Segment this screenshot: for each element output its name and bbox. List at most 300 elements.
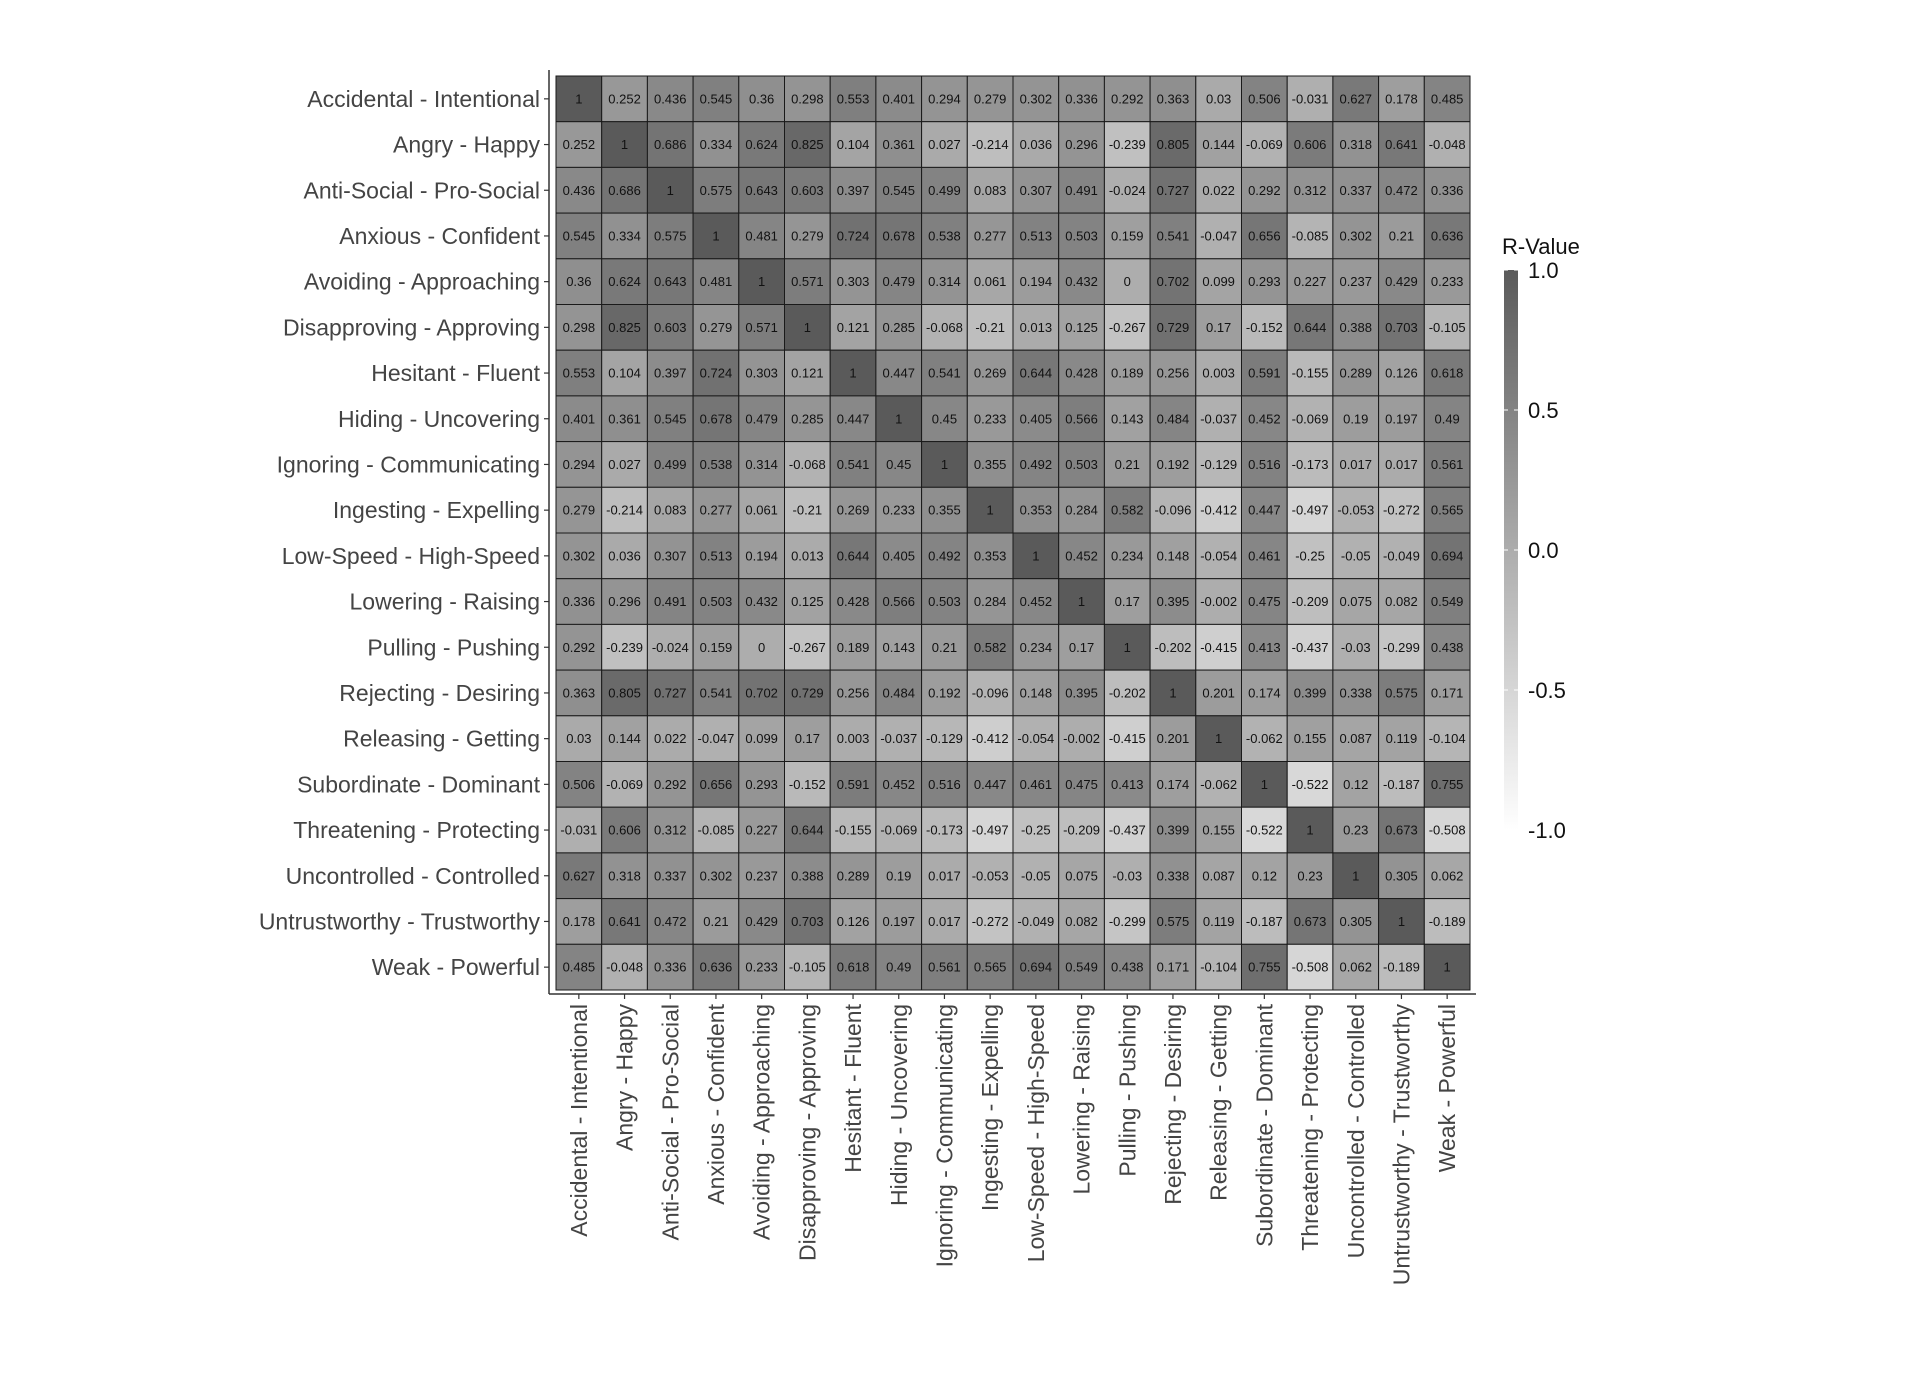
heatmap-cell-value: -0.25 <box>1295 548 1325 564</box>
heatmap-cell-value: 0.686 <box>653 137 687 153</box>
heatmap-cell-value: -0.272 <box>971 913 1009 929</box>
heatmap-cell-value: 0.636 <box>1430 228 1464 244</box>
heatmap-cell-value: -0.069 <box>1291 411 1329 427</box>
heatmap-cell-value: 0.541 <box>1156 228 1190 244</box>
heatmap-cell-value: -0.031 <box>560 822 598 838</box>
heatmap-cell-value: 1 <box>758 274 766 290</box>
heatmap-cell-value: 0.336 <box>1430 182 1464 198</box>
heatmap-cell-value: 0.724 <box>699 365 733 381</box>
heatmap-cell-value: 1 <box>1397 913 1406 929</box>
legend-tick-label: 0.5 <box>1528 398 1559 423</box>
heatmap-cell-value: 0.189 <box>1110 365 1144 381</box>
heatmap-cell-value: -0.522 <box>1245 822 1283 838</box>
heatmap-cell-value: 0.481 <box>699 274 733 290</box>
heatmap-cell-value: 0.03 <box>1205 91 1232 107</box>
heatmap-cell-value: -0.104 <box>1200 959 1238 975</box>
heatmap-cell-value: -0.048 <box>606 959 643 975</box>
heatmap-cell-value: 0.388 <box>1339 319 1373 335</box>
heatmap-cell-value: -0.189 <box>1383 959 1420 975</box>
heatmap-cell-value: 0.233 <box>745 959 778 975</box>
heatmap-cell-value: -0.299 <box>1108 913 1146 929</box>
heatmap-cell-value: -0.187 <box>1245 913 1283 929</box>
heatmap-cell-value: 0.825 <box>791 137 824 153</box>
heatmap-cell-value: 0.061 <box>745 502 778 518</box>
heatmap-cell-value: 0.702 <box>1156 274 1190 290</box>
heatmap-cell-value: 1 <box>620 137 629 153</box>
heatmap-cell-value: 0.475 <box>1065 776 1098 792</box>
heatmap-cell-value: -0.105 <box>1428 319 1466 335</box>
heatmap-cell-value: -0.002 <box>1063 731 1100 747</box>
heatmap-cell-value: 0.582 <box>1110 502 1144 518</box>
heatmap-cell-value: 0.472 <box>653 913 687 929</box>
heatmap-cell-value: 1 <box>1352 868 1360 884</box>
heatmap-cell-value: -0.152 <box>1245 319 1283 335</box>
heatmap-cell-value: 0.277 <box>699 502 733 518</box>
heatmap-cell-value: 0.292 <box>1248 182 1281 198</box>
heatmap-cell-value: -0.053 <box>971 868 1009 884</box>
heatmap-cell-value: 0.233 <box>1430 274 1464 290</box>
heatmap-cell-value: -0.299 <box>1383 639 1420 655</box>
heatmap-cell-value: -0.105 <box>788 959 826 975</box>
heatmap-cell-value: 0.148 <box>1019 685 1053 701</box>
heatmap-cell-value: 1 <box>1443 959 1451 975</box>
heatmap-cell-value: -0.189 <box>1428 913 1466 929</box>
heatmap-cell-value: 0.475 <box>1248 594 1281 610</box>
heatmap-cell-value: 0.549 <box>1065 959 1098 975</box>
heatmap-cell-value: 0.189 <box>836 639 870 655</box>
legend-tick-label: -1.0 <box>1528 818 1566 843</box>
heatmap-cell-value: 0.503 <box>1065 228 1098 244</box>
heatmap-cell-value: 0.17 <box>1114 594 1140 610</box>
heatmap-cell-value: 0.553 <box>562 365 596 381</box>
heatmap-cell-value: 0.194 <box>745 548 778 564</box>
heatmap-cell-value: 0.485 <box>562 959 596 975</box>
heatmap-cell-value: 0.694 <box>1019 959 1053 975</box>
row-label: Untrustworthy - Trustworthy <box>258 908 540 935</box>
heatmap-cell-value: 0.338 <box>1156 868 1190 884</box>
heatmap-cell-value: 0.256 <box>1156 365 1190 381</box>
heatmap-cell-value: 0.485 <box>1430 91 1464 107</box>
heatmap-cell-value: -0.267 <box>788 639 826 655</box>
heatmap-cell-value: 0.293 <box>1248 274 1281 290</box>
heatmap-cell-value: 0.155 <box>1293 731 1327 747</box>
row-label: Anxious - Confident <box>339 222 540 249</box>
heatmap-cell-value: -0.267 <box>1108 319 1146 335</box>
heatmap-cell-value: -0.239 <box>1108 137 1146 153</box>
heatmap-cell-value: 0 <box>1123 274 1131 290</box>
heatmap-cell-value: 0.353 <box>973 548 1007 564</box>
heatmap-cell-value: 0.314 <box>745 456 778 472</box>
heatmap-cell-value: 0.269 <box>973 365 1007 381</box>
heatmap-cell-value: 0.294 <box>562 456 596 472</box>
heatmap-cell-value: 1 <box>1032 548 1040 564</box>
heatmap-cell-value: -0.069 <box>880 822 918 838</box>
heatmap-cell-value: 0.484 <box>1156 411 1190 427</box>
heatmap-cell-value: 0.702 <box>745 685 778 701</box>
heatmap-cell-value: -0.437 <box>1291 639 1329 655</box>
heatmap-cell-value: 0.298 <box>562 319 596 335</box>
row-label: Subordinate - Dominant <box>297 771 540 798</box>
heatmap-cell-value: 0.036 <box>1019 137 1053 153</box>
row-label: Hesitant - Fluent <box>371 360 540 387</box>
heatmap-cell-value: -0.21 <box>975 319 1005 335</box>
column-label: Hiding - Uncovering <box>885 1004 912 1206</box>
column-label: Low-Speed - High-Speed <box>1022 1004 1049 1263</box>
heatmap-cell-value: 1 <box>1123 639 1131 655</box>
heatmap-cell-value: 0.703 <box>1385 319 1418 335</box>
heatmap-cell-value: 0.355 <box>928 502 961 518</box>
heatmap-cell-value: 0.405 <box>1019 411 1053 427</box>
heatmap-cell-value: 0.566 <box>1065 411 1098 427</box>
heatmap-cell-value: 0.624 <box>745 137 778 153</box>
row-label: Anti-Social - Pro-Social <box>303 177 540 204</box>
heatmap-cell-value: 0.513 <box>1019 228 1053 244</box>
heatmap-cell-value: 0.644 <box>836 548 870 564</box>
heatmap-cell-value: -0.068 <box>926 319 963 335</box>
heatmap-cell-value: -0.155 <box>1291 365 1329 381</box>
heatmap-cell-value: 0.201 <box>1202 685 1235 701</box>
heatmap-cell-value: -0.03 <box>1112 868 1143 884</box>
heatmap-cell-value: 0.644 <box>791 822 824 838</box>
heatmap-cell-value: 0.591 <box>836 776 870 792</box>
heatmap-cell-value: 0.144 <box>608 731 641 747</box>
heatmap-cell-value: 0.447 <box>882 365 916 381</box>
heatmap-cell-value: 0.312 <box>1293 182 1327 198</box>
heatmap-cell-value: 0.641 <box>1385 137 1418 153</box>
column-label: Ingesting - Expelling <box>977 1004 1004 1212</box>
heatmap-cell-value: 0.003 <box>1202 365 1235 381</box>
heatmap-cell-value: 1 <box>849 365 857 381</box>
heatmap-cell-value: 0.353 <box>1019 502 1053 518</box>
heatmap-cell-value: -0.054 <box>1200 548 1238 564</box>
heatmap-cell-value: 0.656 <box>1248 228 1281 244</box>
legend <box>1502 234 1580 843</box>
heatmap-cell-value: 0.302 <box>699 868 733 884</box>
heatmap-cell-value: -0.239 <box>606 639 643 655</box>
heatmap-cell-value: 0.472 <box>1385 182 1418 198</box>
heatmap-cell-value: -0.085 <box>697 822 735 838</box>
heatmap-cell-value: 0.159 <box>1110 228 1144 244</box>
heatmap-cell-value: 0.252 <box>608 91 641 107</box>
heatmap-cell-value: 0.506 <box>562 776 596 792</box>
heatmap-cell-value: 0.729 <box>791 685 824 701</box>
heatmap-cell-value: 0.388 <box>791 868 824 884</box>
heatmap-cell-value: 0.334 <box>608 228 641 244</box>
heatmap-cell-value: 0.545 <box>699 91 733 107</box>
heatmap-cell-value: 0.022 <box>1202 182 1235 198</box>
heatmap-cell-value: 0.17 <box>794 731 821 747</box>
heatmap-cell-value: 0.121 <box>791 365 824 381</box>
heatmap-cell-value: -0.522 <box>1291 776 1329 792</box>
heatmap-cell-value: 1 <box>666 182 674 198</box>
heatmap-cell-value: 0.027 <box>608 456 641 472</box>
heatmap-cell-value: 0.399 <box>1156 822 1190 838</box>
heatmap-cell-value: 0.305 <box>1339 913 1373 929</box>
row-label: Releasing - Getting <box>343 725 540 752</box>
heatmap-cell-value: 0.516 <box>1248 456 1281 472</box>
heatmap-cell-value: 0.538 <box>699 456 733 472</box>
row-label: Accidental - Intentional <box>307 85 540 112</box>
heatmap-cell-value: 0.294 <box>928 91 961 107</box>
heatmap-cell-value: 0.643 <box>745 182 778 198</box>
heatmap-cell-value: 0.755 <box>1248 959 1281 975</box>
heatmap-cell-value: 0.256 <box>836 685 870 701</box>
heatmap-cell-value: -0.054 <box>1017 731 1055 747</box>
heatmap-cell-value: -0.049 <box>1383 548 1420 564</box>
column-label: Anti-Social - Pro-Social <box>657 1004 684 1241</box>
heatmap-cell-value: 0.447 <box>836 411 870 427</box>
heatmap-cell-value: 0.492 <box>1019 456 1053 472</box>
heatmap-cell-value: 0.606 <box>608 822 641 838</box>
heatmap-cell-value: 1 <box>1169 685 1177 701</box>
heatmap-cell-value: 0.624 <box>608 274 641 290</box>
column-label: Pulling - Pushing <box>1114 1004 1141 1177</box>
heatmap-cell-value: 0.075 <box>1339 594 1373 610</box>
heatmap-cell-value: 0.099 <box>745 731 778 747</box>
heatmap-cell-value: -0.508 <box>1291 959 1329 975</box>
heatmap-cell-value: 0.703 <box>791 913 824 929</box>
heatmap-cell-value: 0.19 <box>886 868 912 884</box>
heatmap-cell-value: 0.013 <box>1019 319 1053 335</box>
heatmap-cell-value: 0.21 <box>1388 228 1415 244</box>
heatmap-cell-value: 1 <box>575 91 583 107</box>
heatmap-cell-value: -0.415 <box>1108 731 1146 747</box>
column-label: Ignoring - Communicating <box>931 1004 958 1268</box>
legend-tick-label: 0.0 <box>1528 538 1559 563</box>
heatmap-cell-value: -0.209 <box>1063 822 1100 838</box>
heatmap-cell-value: 0.45 <box>886 456 912 472</box>
heatmap-cell-value: 0.307 <box>653 548 687 564</box>
heatmap-cell-value: 0.571 <box>791 274 824 290</box>
heatmap-cell-value: 0.603 <box>791 182 824 198</box>
heatmap-cell-value: 0.603 <box>653 319 687 335</box>
heatmap-cell-value: 1 <box>895 411 903 427</box>
heatmap-cell-value: 0.062 <box>1430 868 1464 884</box>
heatmap-cell-value: 0.083 <box>973 182 1007 198</box>
row-label: Rejecting - Desiring <box>339 679 540 706</box>
heatmap-cell-value: 0.438 <box>1110 959 1144 975</box>
heatmap-cell-value: -0.173 <box>1291 456 1329 472</box>
heatmap-cell-value: 0.575 <box>1385 685 1418 701</box>
heatmap-cell-value: 0.087 <box>1202 868 1235 884</box>
heatmap-cell-value: 0.513 <box>699 548 733 564</box>
heatmap-cell-value: 0.334 <box>699 137 733 153</box>
heatmap-cell-value: 0.516 <box>928 776 961 792</box>
heatmap-cell-value: -0.497 <box>1291 502 1329 518</box>
row-label: Ignoring - Communicating <box>276 451 540 478</box>
heatmap-cell-value: 0.296 <box>608 594 641 610</box>
heatmap-cell-value: 0.087 <box>1339 731 1373 747</box>
column-label: Subordinate - Dominant <box>1251 1004 1278 1247</box>
heatmap-cell-value: 0.337 <box>1339 182 1373 198</box>
heatmap-cell-value: 0.361 <box>608 411 641 427</box>
heatmap-cell-value: 0.461 <box>1248 548 1281 564</box>
heatmap-cell-value: 0 <box>758 639 766 655</box>
heatmap-cell-value: -0.129 <box>926 731 963 747</box>
row-label: Ingesting - Expelling <box>332 497 540 524</box>
heatmap-cell-value: -0.129 <box>1200 456 1238 472</box>
heatmap-cell-value: 0.192 <box>928 685 961 701</box>
heatmap-cell-value: 0.119 <box>1385 731 1418 747</box>
heatmap-cell-value: 0.541 <box>928 365 961 381</box>
heatmap-cell-value: 0.395 <box>1065 685 1098 701</box>
heatmap-cell-value: -0.053 <box>1337 502 1375 518</box>
heatmap-cell-value: 0.36 <box>748 91 775 107</box>
heatmap-cell-value: 0.125 <box>1065 319 1098 335</box>
row-label: Weak - Powerful <box>371 954 540 981</box>
heatmap-cell-value: 0.479 <box>882 274 916 290</box>
row-label: Lowering - Raising <box>349 588 540 615</box>
heatmap-cell-value: -0.272 <box>1383 502 1420 518</box>
heatmap-cell-value: 0.237 <box>745 868 778 884</box>
heatmap-cell-value: 0.355 <box>973 456 1007 472</box>
heatmap-cell-value: -0.069 <box>606 776 643 792</box>
heatmap-cell-value: 0.428 <box>1065 365 1098 381</box>
heatmap-cell-value: -0.068 <box>788 456 826 472</box>
heatmap-cell-value: 0.436 <box>653 91 687 107</box>
heatmap-cell-value: 0.148 <box>1156 548 1190 564</box>
heatmap-cell-value: -0.412 <box>1200 502 1238 518</box>
heatmap-cell-value: -0.096 <box>971 685 1009 701</box>
column-label: Uncontrolled - Controlled <box>1342 1004 1369 1259</box>
heatmap-cell-value: -0.202 <box>1154 639 1192 655</box>
heatmap-cell-value: -0.049 <box>1017 913 1055 929</box>
heatmap-cell-value: -0.048 <box>1428 137 1466 153</box>
heatmap-cell-value: 0.277 <box>973 228 1007 244</box>
heatmap-cell-value: 0.673 <box>1293 913 1327 929</box>
heatmap-cell-value: 0.233 <box>882 502 916 518</box>
heatmap-cell-value: 0.492 <box>928 548 961 564</box>
heatmap-cell-value: 0.237 <box>1339 274 1373 290</box>
heatmap-cell-value: 1 <box>712 228 720 244</box>
heatmap-cell-value: 0.49 <box>1434 411 1460 427</box>
heatmap-cell-value: 0.686 <box>608 182 641 198</box>
heatmap-cell-value: 0.452 <box>1065 548 1098 564</box>
heatmap-cell-value: 0.292 <box>653 776 687 792</box>
column-label: Angry - Happy <box>611 1004 638 1152</box>
column-label: Anxious - Confident <box>702 1004 729 1205</box>
row-label: Hiding - Uncovering <box>338 405 540 432</box>
heatmap-cell-value: 0.361 <box>882 137 916 153</box>
heatmap-cell-value: 0.121 <box>836 319 870 335</box>
column-label: Releasing - Getting <box>1205 1004 1232 1201</box>
heatmap-cell-value: 0.432 <box>1065 274 1098 290</box>
heatmap-cell-value: 0.499 <box>928 182 961 198</box>
heatmap-cell-value: -0.497 <box>971 822 1009 838</box>
heatmap-cell-value: 0.452 <box>1019 594 1053 610</box>
heatmap-cell-value: 0.082 <box>1065 913 1098 929</box>
heatmap-cell-value: -0.05 <box>1021 868 1051 884</box>
heatmap-cell-value: 0.192 <box>1156 456 1190 472</box>
heatmap-cell-value: -0.024 <box>651 639 689 655</box>
heatmap-cell-value: -0.173 <box>926 822 963 838</box>
column-label: Disapproving - Approving <box>794 1004 821 1261</box>
column-label: Hesitant - Fluent <box>840 1004 867 1173</box>
heatmap-cell-value: 0.292 <box>562 639 596 655</box>
heatmap-cell-value: 0.644 <box>1019 365 1053 381</box>
heatmap-cell-value: 0.363 <box>562 685 596 701</box>
heatmap-cell-value: 0.727 <box>1156 182 1190 198</box>
heatmap-cell-value: 0.303 <box>745 365 778 381</box>
heatmap-cell-value: 0.491 <box>653 594 687 610</box>
heatmap-cell-value: 0.083 <box>653 502 687 518</box>
heatmap-cell-value: 0.491 <box>1065 182 1098 198</box>
heatmap-cell-value: 0.036 <box>608 548 641 564</box>
heatmap-cell-value: 0.178 <box>562 913 596 929</box>
heatmap-cell-value: 0.307 <box>1019 182 1053 198</box>
heatmap-cell-value: 0.413 <box>1248 639 1281 655</box>
heatmap-cell-value: 0.561 <box>928 959 961 975</box>
heatmap-cell-value: 1 <box>1260 776 1268 792</box>
heatmap-cell-value: 0.503 <box>928 594 961 610</box>
column-label: Lowering - Raising <box>1068 1004 1095 1195</box>
heatmap-cell-value: 0.143 <box>882 639 916 655</box>
heatmap-cell-value: 0.575 <box>653 228 687 244</box>
heatmap-cell-value: -0.155 <box>834 822 872 838</box>
heatmap-cell-value: -0.187 <box>1383 776 1420 792</box>
heatmap-cell-value: -0.037 <box>1200 411 1238 427</box>
heatmap-cell-value: 0.805 <box>608 685 641 701</box>
heatmap-cell-value: 0.12 <box>1251 868 1278 884</box>
heatmap-cell-value: 0.553 <box>836 91 870 107</box>
heatmap-cell-value: 0.292 <box>1110 91 1144 107</box>
heatmap-cell-value: 0.545 <box>882 182 916 198</box>
heatmap-cell-value: 0.174 <box>1248 685 1281 701</box>
heatmap-cell-value: 0.178 <box>1385 91 1418 107</box>
heatmap-cell-value: -0.214 <box>971 137 1009 153</box>
heatmap-cell-value: 0.401 <box>562 411 596 427</box>
heatmap-cell-value: 0.099 <box>1202 274 1235 290</box>
heatmap-cell-value: -0.412 <box>971 731 1009 747</box>
heatmap-cell-value: 0.302 <box>562 548 596 564</box>
heatmap-cell-value: 0.061 <box>973 274 1007 290</box>
heatmap-cell-value: 0.234 <box>1110 548 1144 564</box>
heatmap-cell-value: 0.303 <box>836 274 870 290</box>
heatmap-cell-value: 0.436 <box>562 182 596 198</box>
heatmap-cell-value: 0.397 <box>653 365 687 381</box>
heatmap-cell-value: 0.618 <box>1430 365 1464 381</box>
heatmap-cell-value: 0.12 <box>1343 776 1369 792</box>
heatmap-cell-value: 0.279 <box>562 502 596 518</box>
heatmap-cell-value: 0.027 <box>928 137 961 153</box>
heatmap-cell-value: 0.171 <box>1430 685 1464 701</box>
heatmap-cell-value: 0.318 <box>608 868 641 884</box>
heatmap-cell-value: 0.201 <box>1156 731 1190 747</box>
heatmap-cell-value: 0.155 <box>1202 822 1235 838</box>
heatmap-cell-value: 0.062 <box>1339 959 1373 975</box>
row-label: Low-Speed - High-Speed <box>281 542 540 569</box>
heatmap-cell-value: 0.022 <box>653 731 687 747</box>
heatmap-cell-value: 0.452 <box>1248 411 1281 427</box>
heatmap-cell-value: 0.017 <box>928 913 961 929</box>
column-label: Rejecting - Desiring <box>1159 1004 1186 1205</box>
heatmap-cell-value: 0.03 <box>566 731 592 747</box>
heatmap-cell-value: 1 <box>940 456 949 472</box>
heatmap-cell-value: 0.397 <box>836 182 870 198</box>
heatmap-cell-value: 0.678 <box>699 411 733 427</box>
heatmap-cell-value: 0.565 <box>973 959 1007 975</box>
heatmap-cell-value: 0.21 <box>703 913 729 929</box>
heatmap-cell-value: -0.062 <box>1245 731 1283 747</box>
heatmap-cell-value: 0.656 <box>699 776 733 792</box>
heatmap-cell-value: 0.119 <box>1202 913 1235 929</box>
heatmap-cell-value: 0.432 <box>745 594 778 610</box>
heatmap-cell-value: 0.17 <box>1068 639 1095 655</box>
heatmap-cell-value: -0.415 <box>1200 639 1238 655</box>
heatmap-cell-value: 0.545 <box>562 228 596 244</box>
heatmap-cell-value: 0.565 <box>1430 502 1464 518</box>
heatmap-cell-value: -0.062 <box>1200 776 1238 792</box>
